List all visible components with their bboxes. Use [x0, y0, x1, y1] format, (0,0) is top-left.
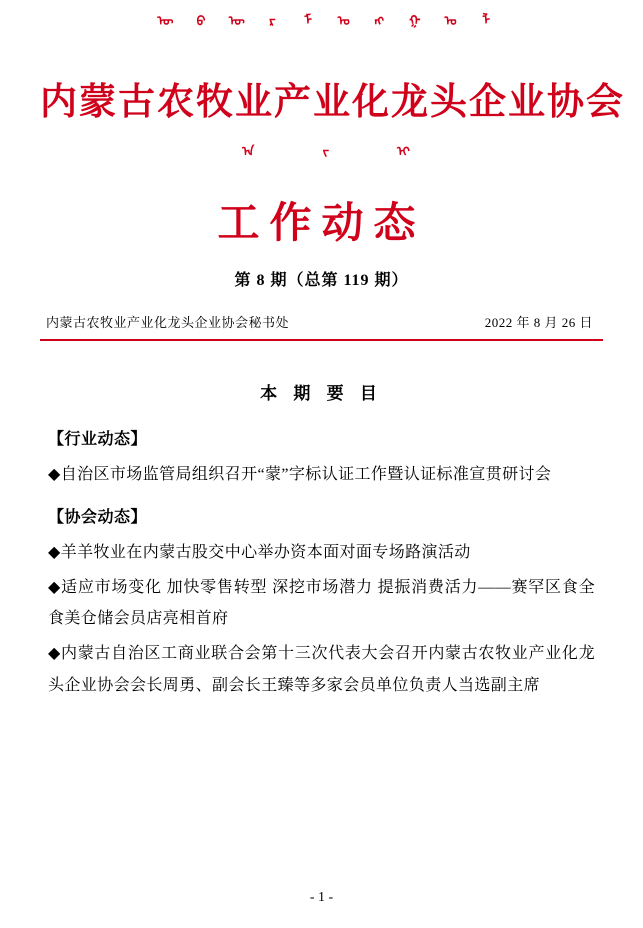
- mongolian-glyph: ᠣ: [332, 12, 348, 25]
- publisher-name: 内蒙古农牧业产业化龙头企业协会秘书处: [46, 314, 290, 330]
- table-of-contents: [40, 426, 603, 701]
- toc-entry[interactable]: ◆自治区市场监管局组织召开“蒙”字标认证工作暨认证标准宣贯研讨会: [48, 465, 552, 483]
- contents-heading: 本 期 要 目: [260, 383, 383, 403]
- mongolian-glyph: ᠩ: [367, 12, 383, 25]
- mongolian-script-band-top: [40, 0, 603, 74]
- mongolian-script-band-middle: [40, 143, 603, 199]
- publish-date: 2022 年 8 月 26 日: [484, 314, 593, 330]
- mongolian-glyph: ᠷ: [260, 12, 276, 25]
- mongolian-glyph: ᠵ: [314, 142, 330, 156]
- mongolian-glyph: ᠥ: [225, 12, 241, 25]
- mongolian-glyph: ᠯ: [474, 12, 490, 25]
- organization-title: 内蒙古农牧业产业化龙头企业协会: [40, 82, 625, 123]
- section-label-association: 【协会动态】: [48, 508, 148, 526]
- toc-entry[interactable]: ◆内蒙古自治区工商业联合会第十三次代表大会召开内蒙古农牧业产业化龙头企业协会会长周勇、副会长王臻等多家会员单位负责人当选副主席: [48, 645, 595, 694]
- mongolian-glyph: ᠪ: [189, 12, 205, 25]
- mongolian-glyph: ᠭ: [403, 12, 419, 25]
- red-divider: [40, 339, 603, 341]
- page-number: - 1 -: [309, 890, 334, 905]
- issue-number: 第 8 期（总第 119 期）: [234, 271, 409, 289]
- document-title: 工作动态: [217, 200, 426, 247]
- toc-entry[interactable]: ◆适应市场变化 加快零售转型 深挖市场潜力 提振消费活力——赛罕区食全食美仓储会员店亮相首府: [48, 579, 595, 628]
- toc-entry[interactable]: ◆羊羊牧业在内蒙古股交中心举办资本面对面专场路演活动: [48, 543, 471, 561]
- mongolian-glyph: ᠣ: [439, 12, 455, 25]
- section-label-industry: 【行业动态】: [48, 430, 148, 448]
- mongolian-glyph: ᠦ: [153, 12, 169, 25]
- publisher-meta-row: [40, 312, 603, 331]
- mongolian-glyph: ᠮ: [296, 12, 312, 25]
- mongolian-glyph: ᠠ: [236, 142, 252, 156]
- mongolian-glyph: ᠢ: [391, 142, 407, 156]
